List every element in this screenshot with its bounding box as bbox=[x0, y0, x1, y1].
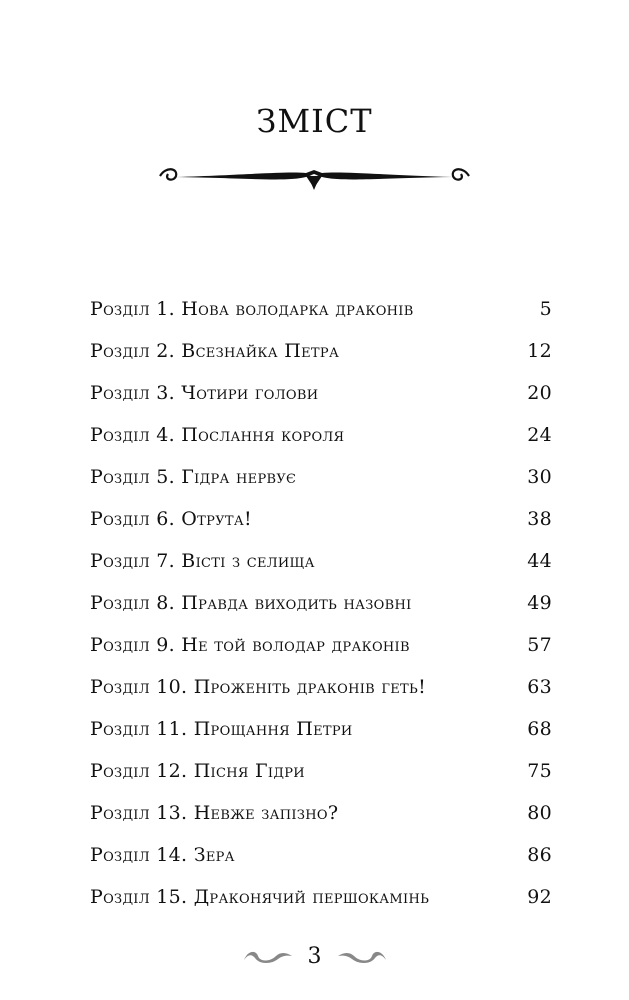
toc-entry[interactable] bbox=[90, 540, 552, 582]
toc-entry-page: 5 bbox=[539, 298, 552, 320]
toc-entry-page: 63 bbox=[527, 676, 552, 698]
flourish-divider-icon bbox=[156, 162, 473, 192]
toc-entry-title: Розділ 15. Драконячий першокамінь bbox=[90, 886, 430, 908]
toc-entry-page: 75 bbox=[527, 760, 552, 782]
swirl-right-icon bbox=[336, 946, 388, 966]
toc-entry[interactable] bbox=[90, 750, 552, 792]
toc-entry-page: 80 bbox=[527, 802, 552, 824]
toc-entry-page: 44 bbox=[527, 550, 552, 572]
toc-entry[interactable] bbox=[90, 792, 552, 834]
toc-entry-page: 68 bbox=[527, 718, 552, 740]
table-of-contents bbox=[90, 288, 552, 918]
toc-entry-page: 24 bbox=[527, 424, 552, 446]
page-number: 3 bbox=[307, 943, 322, 969]
toc-entry-page: 49 bbox=[527, 592, 552, 614]
toc-entry-page: 86 bbox=[527, 844, 552, 866]
toc-entry-title: Розділ 2. Всезнайка Петра bbox=[90, 340, 340, 362]
toc-entry-title: Розділ 5. Гідра нервує bbox=[90, 466, 297, 488]
toc-entry-title: Розділ 12. Пісня Гідри bbox=[90, 760, 305, 782]
toc-entry[interactable] bbox=[90, 876, 552, 918]
toc-entry-title: Розділ 6. Отрута! bbox=[90, 508, 252, 530]
toc-entry-title: Розділ 3. Чотири голови bbox=[90, 382, 319, 404]
toc-entry[interactable] bbox=[90, 834, 552, 876]
toc-entry-title: Розділ 10. Проженіть драконів геть! bbox=[90, 676, 427, 698]
toc-entry-page: 30 bbox=[527, 466, 552, 488]
toc-entry[interactable] bbox=[90, 498, 552, 540]
toc-entry[interactable] bbox=[90, 288, 552, 330]
toc-entry-title: Розділ 14. Зера bbox=[90, 844, 235, 866]
toc-entry-title: Розділ 7. Вісті з селища bbox=[90, 550, 315, 572]
toc-entry[interactable] bbox=[90, 708, 552, 750]
toc-entry-title: Розділ 11. Прощання Петри bbox=[90, 718, 353, 740]
toc-entry-page: 20 bbox=[527, 382, 552, 404]
toc-entry-title: Розділ 9. Не той володар драконів bbox=[90, 634, 410, 656]
swirl-left-icon bbox=[242, 946, 294, 966]
toc-entry-title: Розділ 8. Правда виходить назовні bbox=[90, 592, 412, 614]
toc-entry[interactable] bbox=[90, 414, 552, 456]
toc-entry-title: Розділ 1. Нова володарка драконів bbox=[90, 298, 414, 320]
toc-entry-page: 57 bbox=[527, 634, 552, 656]
toc-entry[interactable] bbox=[90, 456, 552, 498]
toc-entry-page: 38 bbox=[527, 508, 552, 530]
toc-entry-title: Розділ 13. Невже запізно? bbox=[90, 802, 339, 824]
toc-entry[interactable] bbox=[90, 582, 552, 624]
page-footer bbox=[0, 936, 629, 976]
toc-entry[interactable] bbox=[90, 330, 552, 372]
toc-entry-title: Розділ 4. Послання короля bbox=[90, 424, 345, 446]
page-title: зміст bbox=[256, 89, 373, 143]
toc-entry[interactable] bbox=[90, 666, 552, 708]
toc-entry-page: 12 bbox=[527, 340, 552, 362]
toc-entry[interactable] bbox=[90, 624, 552, 666]
toc-entry-page: 92 bbox=[527, 886, 552, 908]
toc-entry[interactable] bbox=[90, 372, 552, 414]
